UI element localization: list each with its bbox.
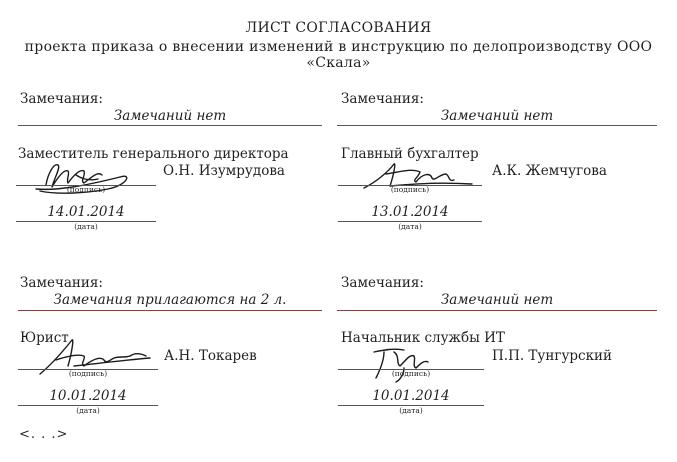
remarks-underline (337, 125, 657, 126)
signature-caption: (подпись) (390, 185, 430, 194)
continuation-ellipsis: <. . .> (19, 427, 69, 442)
document-title: ЛИСТ СОГЛАСОВАНИЯ (245, 20, 432, 36)
date-caption: (дата) (74, 222, 98, 231)
signer-name: О.Н. Изумрудова (163, 163, 285, 179)
signer-name: П.П. Тунгурский (492, 348, 613, 364)
signer-name: А.Н. Токарев (164, 348, 257, 364)
remarks-text: Замечаний нет (440, 108, 554, 124)
date-caption: (дата) (398, 222, 422, 231)
document-subtitle: проекта приказа о внесении изменений в инструкцию по делопроизводству ООО «Скала» (24, 39, 653, 71)
date-value: 13.01.2014 (371, 204, 449, 220)
remarks-underline (18, 125, 322, 126)
date-value: 14.01.2014 (47, 204, 125, 220)
signer-name: А.К. Жемчугова (492, 163, 607, 179)
position-title: Юрист (20, 330, 69, 346)
remarks-label: Замечания: (341, 91, 424, 107)
remarks-underline (337, 310, 657, 311)
signature-caption: (подпись) (391, 369, 431, 378)
date-caption: (дата) (76, 406, 100, 415)
remarks-label: Замечания: (20, 91, 103, 107)
date-caption: (дата) (399, 406, 423, 415)
remarks-text: Замечания прилагаются на 2 л. (53, 292, 287, 308)
position-title: Заместитель генерального директора (18, 146, 289, 162)
remarks-label: Замечания: (341, 275, 424, 291)
date-value: 10.01.2014 (372, 388, 450, 404)
remarks-text: Замечаний нет (113, 108, 227, 124)
remarks-label: Замечания: (20, 275, 103, 291)
remarks-text: Замечаний нет (440, 292, 554, 308)
remarks-underline (18, 310, 322, 311)
position-title: Главный бухгалтер (341, 146, 479, 162)
signature-caption: (подпись) (68, 369, 108, 378)
signature-caption: (подпись) (66, 185, 106, 194)
position-title: Начальник службы ИТ (341, 330, 505, 346)
date-value: 10.01.2014 (49, 388, 127, 404)
